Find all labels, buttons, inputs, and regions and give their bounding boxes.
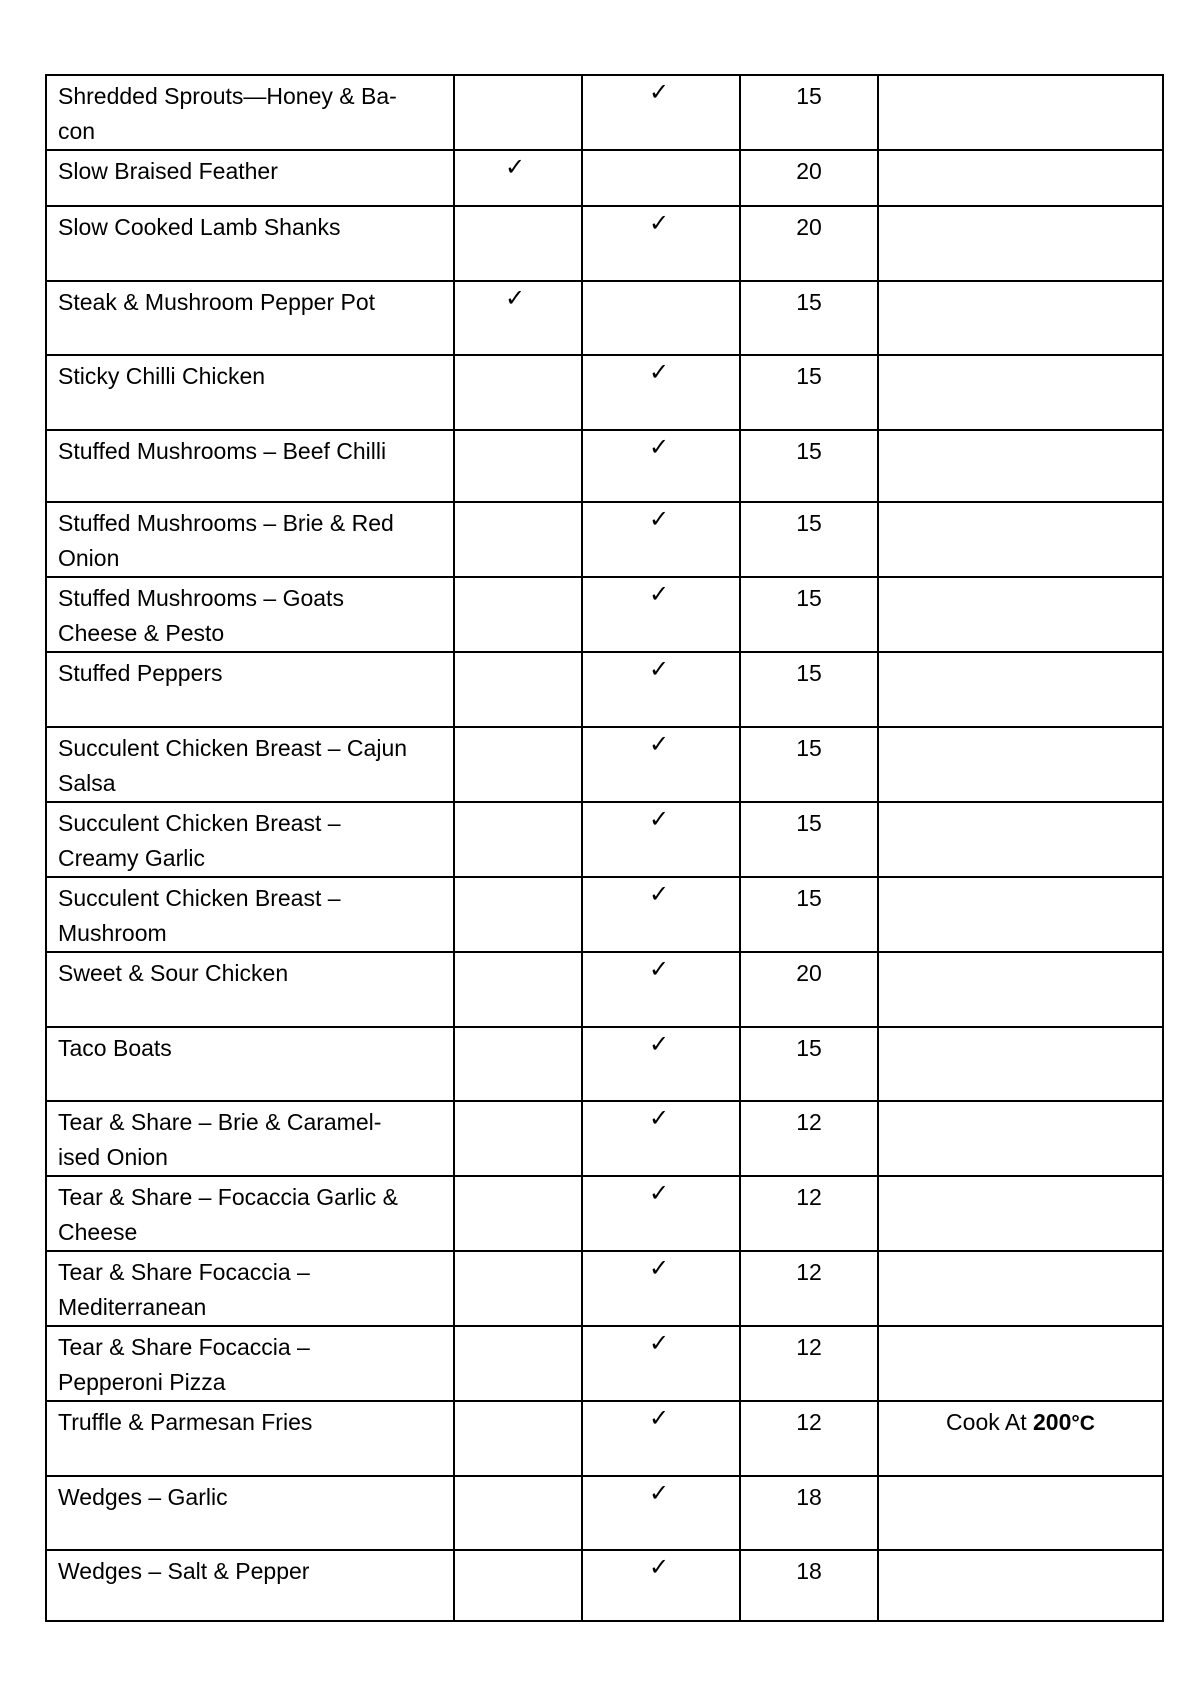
table-row [46,1326,1163,1401]
check-mark-icon: ✓ [648,433,670,461]
check-cell-a [454,502,582,577]
table-row [46,150,1163,206]
table-row [46,75,1163,150]
note-cell [878,281,1163,355]
item-name-cell [46,1476,454,1550]
table-row [46,577,1163,652]
cook-time-value: 15 [796,363,822,389]
cook-time-value: 15 [796,660,822,686]
item-name: Tear & Share Focaccia – Pepperoni Pizza [58,1334,310,1395]
cook-time-cell [740,281,878,355]
note-cell [878,802,1163,877]
item-name: Shredded Sprouts—Honey & Ba- con [58,83,397,144]
check-mark-icon: ✓ [648,730,670,758]
cook-time-cell [740,150,878,206]
cook-time-value: 12 [796,1259,822,1285]
note-cell [878,1476,1163,1550]
check-mark-icon: ✓ [648,1329,670,1357]
cook-time-value: 15 [796,1035,822,1061]
check-mark-icon: ✓ [648,1179,670,1207]
check-mark-icon: ✓ [648,1553,670,1581]
item-name: Sticky Chilli Chicken [58,363,266,389]
item-name: Slow Cooked Lamb Shanks [58,214,341,240]
check-cell-a [454,430,582,502]
note-cell [878,727,1163,802]
item-name: Stuffed Mushrooms – Goats Cheese & Pesto [58,585,344,646]
cook-time-value: 15 [796,810,822,836]
check-mark-icon: ✓ [648,880,670,908]
note-temperature: 200 [1032,1409,1072,1435]
cook-time-cell [740,877,878,952]
table-row [46,1176,1163,1251]
check-mark-icon: ✓ [648,1030,670,1058]
check-cell-b [582,727,740,802]
note-cell [878,652,1163,727]
note-unit: °C [1071,1412,1095,1435]
check-mark-icon: ✓ [648,1479,670,1507]
check-cell-a [454,281,582,355]
check-mark-icon: ✓ [648,1404,670,1432]
cook-time-cell [740,1550,878,1621]
cook-time-value: 12 [796,1334,822,1360]
note-cell [878,502,1163,577]
cook-time-cell [740,802,878,877]
note-prefix: Cook At [946,1409,1033,1435]
cook-time-cell [740,952,878,1027]
item-name-cell [46,1550,454,1621]
check-cell-b [582,150,740,206]
cook-time-cell [740,430,878,502]
check-mark-icon: ✓ [648,1254,670,1282]
check-mark-icon: ✓ [648,209,670,237]
table-row [46,430,1163,502]
note-cell [878,1027,1163,1101]
cook-time-cell [740,727,878,802]
item-name-cell [46,1101,454,1176]
check-cell-a [454,1476,582,1550]
check-cell-a [454,206,582,281]
cook-time-cell [740,1176,878,1251]
check-cell-b [582,206,740,281]
note-cell [878,430,1163,502]
check-cell-b [582,75,740,150]
cooking-times-table [45,74,1164,1622]
cook-time-cell [740,652,878,727]
check-cell-a [454,1176,582,1251]
cook-time-value: 15 [796,83,822,109]
cook-time-value: 20 [796,960,822,986]
cook-time-cell [740,1027,878,1101]
check-cell-b [582,1027,740,1101]
table-row [46,1476,1163,1550]
check-cell-b [582,1176,740,1251]
item-name: Slow Braised Feather [58,158,278,184]
item-name-cell [46,281,454,355]
cook-time-cell [740,355,878,430]
check-mark-icon: ✓ [648,655,670,683]
cook-time-cell [740,206,878,281]
check-mark-icon: ✓ [504,284,526,312]
table-row [46,1401,1163,1476]
item-name-cell [46,1326,454,1401]
check-mark-icon: ✓ [648,1104,670,1132]
check-cell-a [454,1027,582,1101]
check-cell-a [454,150,582,206]
cook-time-cell [740,1251,878,1326]
cook-time-value: 18 [796,1484,822,1510]
check-mark-icon: ✓ [648,78,670,106]
cook-time-value: 15 [796,885,822,911]
note-cell [878,877,1163,952]
note-cell [878,1401,1163,1476]
table-row [46,206,1163,281]
check-cell-b [582,652,740,727]
item-name: Stuffed Peppers [58,660,223,686]
check-cell-b [582,1401,740,1476]
cook-time-value: 20 [796,214,822,240]
cook-time-value: 15 [796,585,822,611]
cook-time-value: 12 [796,1184,822,1210]
note-cell [878,1101,1163,1176]
check-mark-icon: ✓ [648,358,670,386]
check-cell-a [454,952,582,1027]
check-cell-b [582,1550,740,1621]
table-row [46,802,1163,877]
cook-time-value: 15 [796,289,822,315]
cook-time-cell [740,1326,878,1401]
note-cell [878,1176,1163,1251]
item-name: Tear & Share – Brie & Caramel- ised Onion [58,1109,382,1170]
item-name: Succulent Chicken Breast – Cajun Salsa [58,735,408,796]
check-cell-a [454,1326,582,1401]
item-name-cell [46,355,454,430]
note-cell [878,952,1163,1027]
note-cell [878,1550,1163,1621]
check-mark-icon: ✓ [648,505,670,533]
item-name-cell [46,952,454,1027]
item-name: Succulent Chicken Breast – Mushroom [58,885,341,946]
table-row [46,281,1163,355]
check-cell-b [582,1326,740,1401]
check-mark-icon: ✓ [648,955,670,983]
check-mark-icon: ✓ [648,580,670,608]
table-row [46,652,1163,727]
note-cell [878,355,1163,430]
cook-time-cell [740,1101,878,1176]
cook-time-cell [740,1401,878,1476]
check-cell-a [454,652,582,727]
note-cell [878,75,1163,150]
cook-time-value: 15 [796,438,822,464]
table-row [46,1027,1163,1101]
item-name-cell [46,1251,454,1326]
item-name-cell [46,430,454,502]
check-cell-b [582,577,740,652]
cook-time-value: 15 [796,735,822,761]
table-row [46,1101,1163,1176]
check-cell-a [454,355,582,430]
item-name: Steak & Mushroom Pepper Pot [58,289,376,315]
cook-time-value: 12 [796,1409,822,1435]
item-name-cell [46,802,454,877]
item-name-cell [46,1401,454,1476]
check-cell-b [582,281,740,355]
check-cell-a [454,1101,582,1176]
check-cell-b [582,802,740,877]
check-cell-b [582,502,740,577]
item-name-cell [46,75,454,150]
table-body [46,75,1163,1621]
check-cell-b [582,1101,740,1176]
cook-time-cell [740,75,878,150]
item-name-cell [46,502,454,577]
item-name: Tear & Share Focaccia – Mediterranean [58,1259,310,1320]
table-row [46,355,1163,430]
item-name-cell [46,877,454,952]
check-mark-icon: ✓ [648,805,670,833]
item-name-cell [46,652,454,727]
check-cell-b [582,1251,740,1326]
check-cell-b [582,877,740,952]
cook-time-value: 12 [796,1109,822,1135]
table-row [46,1550,1163,1621]
check-mark-icon: ✓ [504,153,526,181]
cook-time-cell [740,1476,878,1550]
cook-time-cell [740,577,878,652]
check-cell-a [454,877,582,952]
note-cell [878,1326,1163,1401]
table-row [46,952,1163,1027]
item-name: Tear & Share – Focaccia Garlic & Cheese [58,1184,399,1245]
cook-time-cell [740,502,878,577]
note-cell [878,1251,1163,1326]
item-name-cell [46,206,454,281]
item-name-cell [46,150,454,206]
item-name: Wedges – Garlic [58,1484,228,1510]
item-name-cell [46,727,454,802]
check-cell-a [454,802,582,877]
item-name: Sweet & Sour Chicken [58,960,289,986]
check-cell-b [582,355,740,430]
note-cell [878,577,1163,652]
item-name: Taco Boats [58,1035,172,1061]
item-name-cell [46,577,454,652]
check-cell-a [454,727,582,802]
cook-time-value: 18 [796,1558,822,1584]
check-cell-b [582,430,740,502]
item-name: Stuffed Mushrooms – Brie & Red Onion [58,510,394,571]
item-name: Succulent Chicken Breast – Creamy Garlic [58,810,341,871]
table-row [46,502,1163,577]
cook-time-value: 15 [796,510,822,536]
check-cell-a [454,1550,582,1621]
item-name: Wedges – Salt & Pepper [58,1558,310,1584]
check-cell-a [454,1251,582,1326]
note-cell [878,150,1163,206]
note-cell [878,206,1163,281]
check-cell-b [582,952,740,1027]
check-cell-a [454,577,582,652]
table-row [46,1251,1163,1326]
item-name: Truffle & Parmesan Fries [58,1409,313,1435]
cook-time-value: 20 [796,158,822,184]
item-name-cell [46,1027,454,1101]
check-cell-a [454,75,582,150]
table-row [46,727,1163,802]
table-row [46,877,1163,952]
check-cell-a [454,1401,582,1476]
item-name: Stuffed Mushrooms – Beef Chilli [58,438,387,464]
check-cell-b [582,1476,740,1550]
item-name-cell [46,1176,454,1251]
